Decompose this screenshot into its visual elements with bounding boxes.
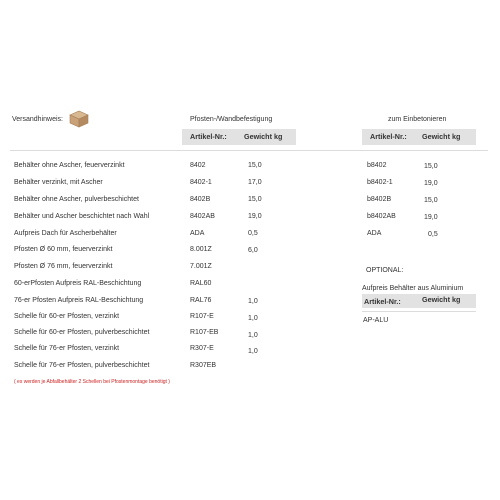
left-row-article: 8402 (190, 162, 206, 169)
right-row-article: b8402-1 (367, 179, 393, 186)
left-row-article: RAL60 (190, 280, 212, 287)
right-col-weight-header: Gewicht kg (422, 132, 461, 141)
left-row-article: R107-E (190, 313, 214, 320)
left-row-weight: 1,0 (248, 332, 258, 339)
left-row-name: Behälter verzinkt, mit Ascher (14, 179, 103, 186)
left-row-weight: 0,5 (248, 230, 258, 237)
right-section-title: zum Einbetonieren (388, 116, 447, 123)
right-row-weight: 15,0 (424, 163, 438, 170)
left-col-article-header: Artikel-Nr.: (190, 132, 227, 141)
left-row-weight: 15,0 (248, 196, 262, 203)
left-row-article: 8.001Z (190, 246, 212, 253)
footnote: ( es werden je Abfallbehälter 2 Schellen bei Pfostenmontage benötigt ) (14, 379, 170, 385)
left-row-name: 60-erPfosten Aufpreis RAL-Beschichtung (14, 280, 142, 287)
optional-col-weight-header: Gewicht kg (422, 295, 461, 304)
left-row-weight: 17,0 (248, 179, 262, 186)
left-row-article: R107-EB (190, 329, 219, 336)
shipping-label: Versandhinweis: (12, 116, 63, 123)
left-section-title: Pfosten-/Wandbefestigung (190, 116, 273, 123)
left-row-name: Behälter ohne Ascher, pulverbeschichtet (14, 196, 139, 203)
right-row-article: b8402AB (367, 213, 396, 220)
left-row-weight: 6,0 (248, 247, 258, 254)
left-row-article: 7.001Z (190, 263, 212, 270)
left-row-name: Pfosten Ø 76 mm, feuerverzinkt (14, 263, 113, 270)
left-row-article: 8402AB (190, 213, 215, 220)
right-row-weight: 15,0 (424, 197, 438, 204)
right-row-article: ADA (367, 230, 382, 237)
left-row-name: Schelle für 60-er Pfosten, verzinkt (14, 313, 120, 320)
right-col-article-header: Artikel-Nr.: (370, 132, 407, 141)
optional-description: Aufpreis Behälter aus Aluminium (362, 285, 464, 292)
optional-divider (362, 311, 476, 312)
left-row-article: 8402B (190, 196, 211, 203)
left-row-name: Behälter ohne Ascher, feuerverzinkt (14, 162, 125, 169)
left-row-name: Schelle für 76-er Pfosten, verzinkt (14, 345, 120, 352)
left-row-weight: 19,0 (248, 213, 262, 220)
left-row-name: Schelle für 60-er Pfosten, pulverbeschichtet (14, 329, 150, 336)
right-row-weight: 0,5 (428, 231, 438, 238)
left-row-weight: 1,0 (248, 298, 258, 305)
left-row-name: Aufpreis Dach für Ascherbehälter (14, 230, 117, 237)
left-row-article: 8402-1 (190, 179, 212, 186)
left-row-weight: 1,0 (248, 348, 258, 355)
left-row-article: R307-E (190, 345, 214, 352)
left-row-name: 76-er Pfosten Aufpreis RAL-Beschichtung (14, 297, 144, 304)
left-row-article: RAL76 (190, 297, 212, 304)
optional-title: OPTIONAL: (366, 267, 404, 274)
optional-col-article-header: Artikel-Nr.: (364, 297, 401, 306)
left-row-name: Schelle für 76-er Pfosten, pulverbeschichtet (14, 362, 150, 369)
optional-article: AP-ALU (363, 317, 389, 324)
package-icon (68, 110, 90, 128)
left-row-name: Pfosten Ø 60 mm, feuerverzinkt (14, 246, 113, 253)
left-row-article: R307EB (190, 362, 217, 369)
right-row-weight: 19,0 (424, 214, 438, 221)
left-divider (10, 150, 488, 151)
right-row-article: b8402 (367, 162, 387, 169)
right-row-weight: 19,0 (424, 180, 438, 187)
left-row-weight: 1,0 (248, 315, 258, 322)
left-row-name: Behälter und Ascher beschichtet nach Wahl (14, 213, 150, 220)
left-col-weight-header: Gewicht kg (244, 132, 283, 141)
left-row-weight: 15,0 (248, 162, 262, 169)
right-row-article: b8402B (367, 196, 392, 203)
left-row-article: ADA (190, 230, 205, 237)
